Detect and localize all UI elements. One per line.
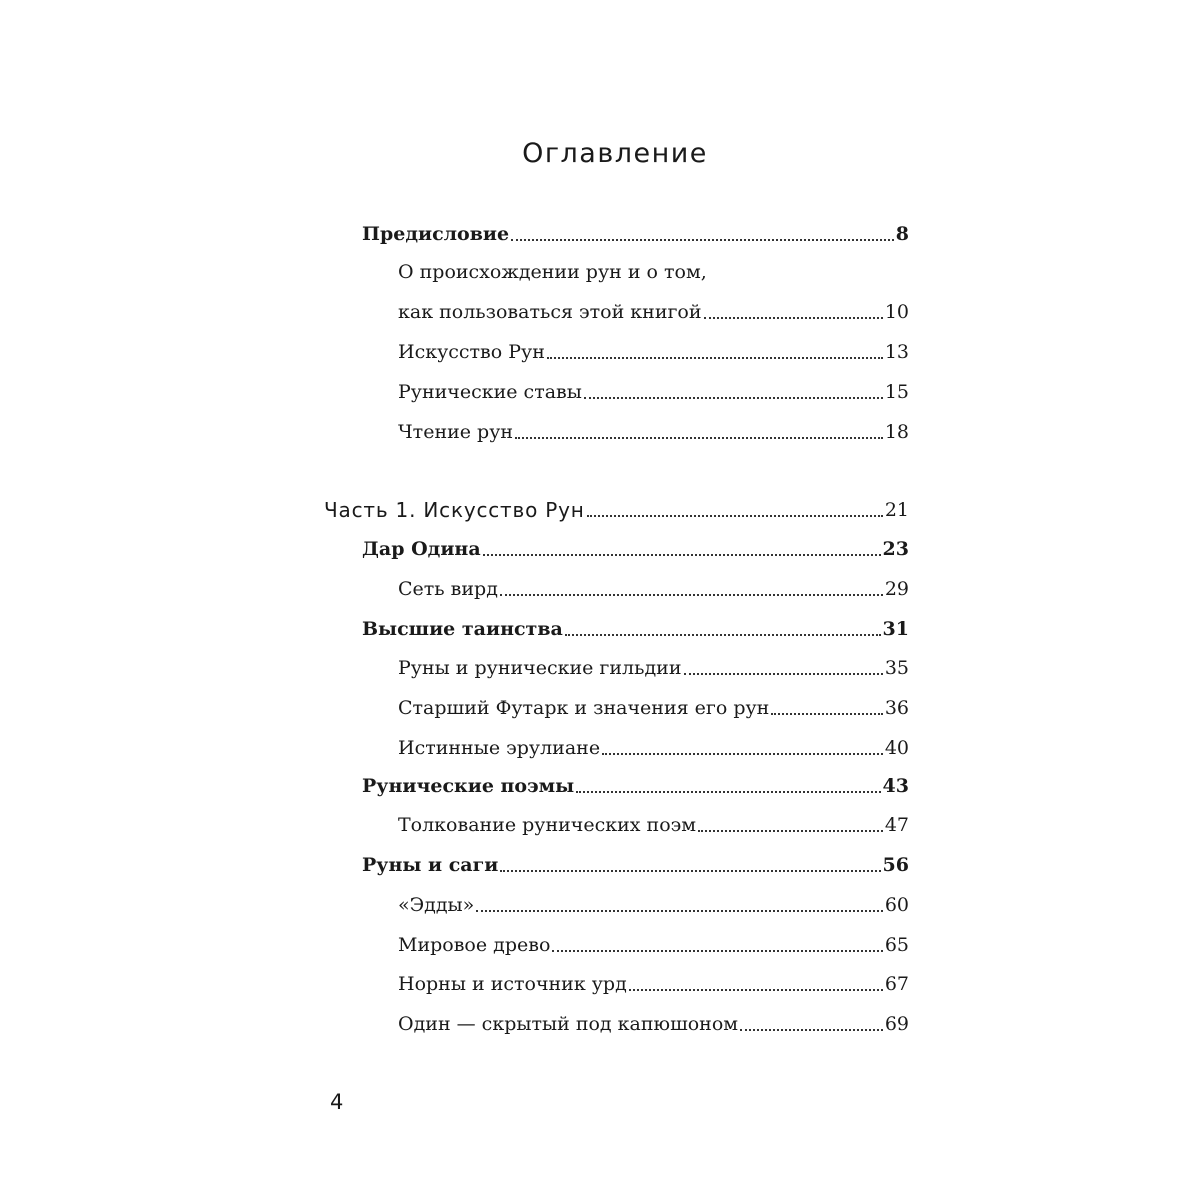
toc-page-number: 21	[884, 499, 909, 521]
toc-entry-label: Дар Одина	[362, 538, 481, 560]
toc-entry-label: Один — скрытый под капюшоном	[398, 1013, 739, 1035]
toc-page-number: 15	[884, 381, 909, 403]
toc-entry-label: Руны и саги	[362, 854, 499, 876]
toc-entry-label: Чтение рун	[398, 421, 514, 443]
toc-entry-runic-staves[interactable]	[398, 378, 909, 404]
toc-entry-label: Предисловие	[362, 223, 510, 245]
toc-entry-rune-guilds[interactable]	[398, 654, 909, 680]
leader-dots	[500, 870, 880, 872]
page-title: Оглавление	[522, 138, 708, 169]
toc-entry-part-1[interactable]	[324, 496, 909, 522]
toc-part-label: Часть 1. Искусство Рун	[324, 498, 585, 522]
leader-dots	[476, 910, 883, 912]
toc-entry-origin-line1: О происхождении рун и о том,	[398, 261, 707, 283]
leader-dots	[552, 950, 882, 952]
toc-entry-odins-gift[interactable]	[362, 535, 909, 561]
toc-entry-world-tree[interactable]	[398, 931, 909, 957]
leader-dots	[565, 634, 881, 636]
toc-page-number: 36	[884, 697, 909, 719]
page-folio-number: 4	[330, 1090, 344, 1114]
toc-entry-label: Искусство Рун	[398, 341, 545, 363]
leader-dots	[704, 317, 883, 319]
toc-page-number: 47	[884, 814, 909, 836]
toc-page-number: 67	[884, 973, 909, 995]
leader-dots	[740, 1029, 883, 1031]
leader-dots	[587, 515, 883, 517]
toc-entry-label: Толкование рунических поэм	[398, 814, 697, 836]
toc-entry-eddas[interactable]	[398, 891, 909, 917]
toc-page-number: 60	[884, 894, 909, 916]
toc-page-number: 8	[895, 223, 909, 245]
leader-dots	[698, 830, 883, 832]
toc-entry-reading-runes[interactable]	[398, 418, 909, 444]
toc-entry-label: Старший Футарк и значения его рун	[398, 697, 770, 719]
toc-entry-web-of-wyrd[interactable]	[398, 575, 909, 601]
toc-page-number: 43	[882, 775, 909, 797]
toc-page-number: 69	[884, 1013, 909, 1035]
toc-page-number: 13	[884, 341, 909, 363]
toc-entry-norns[interactable]	[398, 970, 909, 996]
leader-dots	[629, 989, 883, 991]
toc-page-number: 56	[882, 854, 909, 876]
toc-entry-label: Истинные эрулиане	[398, 737, 601, 759]
toc-page-number: 65	[884, 934, 909, 956]
leader-dots	[547, 357, 883, 359]
leader-dots	[515, 437, 883, 439]
leader-dots	[511, 239, 894, 241]
leader-dots	[684, 673, 883, 675]
toc-page-number: 35	[884, 657, 909, 679]
toc-entry-hooded-odin[interactable]	[398, 1010, 909, 1036]
toc-entry-label: Сеть вирд	[398, 578, 498, 600]
leader-dots	[483, 554, 881, 556]
leader-dots	[771, 713, 882, 715]
toc-page-number: 31	[882, 618, 909, 640]
toc-entry-label: «Эдды»	[398, 894, 475, 916]
toc-page-number: 23	[882, 538, 909, 560]
toc-entry-poem-interpretation[interactable]	[398, 811, 909, 837]
toc-page-number: 10	[884, 301, 909, 323]
toc-entry-runes-and-sagas[interactable]	[362, 851, 909, 877]
leader-dots	[500, 594, 883, 596]
toc-entry-label: как пользоваться этой книгой	[398, 301, 702, 323]
toc-page-number: 40	[884, 737, 909, 759]
toc-entry-label: Высшие таинства	[362, 618, 563, 640]
toc-entry-elder-futhark[interactable]	[398, 694, 909, 720]
toc-page-number: 29	[884, 578, 909, 600]
leader-dots	[602, 753, 883, 755]
toc-entry-rune-art[interactable]	[398, 338, 909, 364]
toc-entry-label: Рунические ставы	[398, 381, 582, 403]
toc-entry-true-erilaz[interactable]	[398, 734, 909, 760]
leader-dots	[576, 791, 880, 793]
toc-page-number: 18	[884, 421, 909, 443]
toc-entry-preface[interactable]	[362, 220, 909, 246]
leader-dots	[584, 397, 883, 399]
toc-entry-label: Мировое древо	[398, 934, 551, 956]
toc-entry-rune-poems[interactable]	[362, 772, 909, 798]
toc-entry-label: Руны и рунические гильдии	[398, 657, 682, 679]
toc-entry-label: Норны и источник урд	[398, 973, 627, 995]
toc-entry-higher-mysteries[interactable]	[362, 615, 909, 641]
toc-entry-origin[interactable]	[398, 298, 909, 324]
toc-entry-label: Рунические поэмы	[362, 775, 575, 797]
